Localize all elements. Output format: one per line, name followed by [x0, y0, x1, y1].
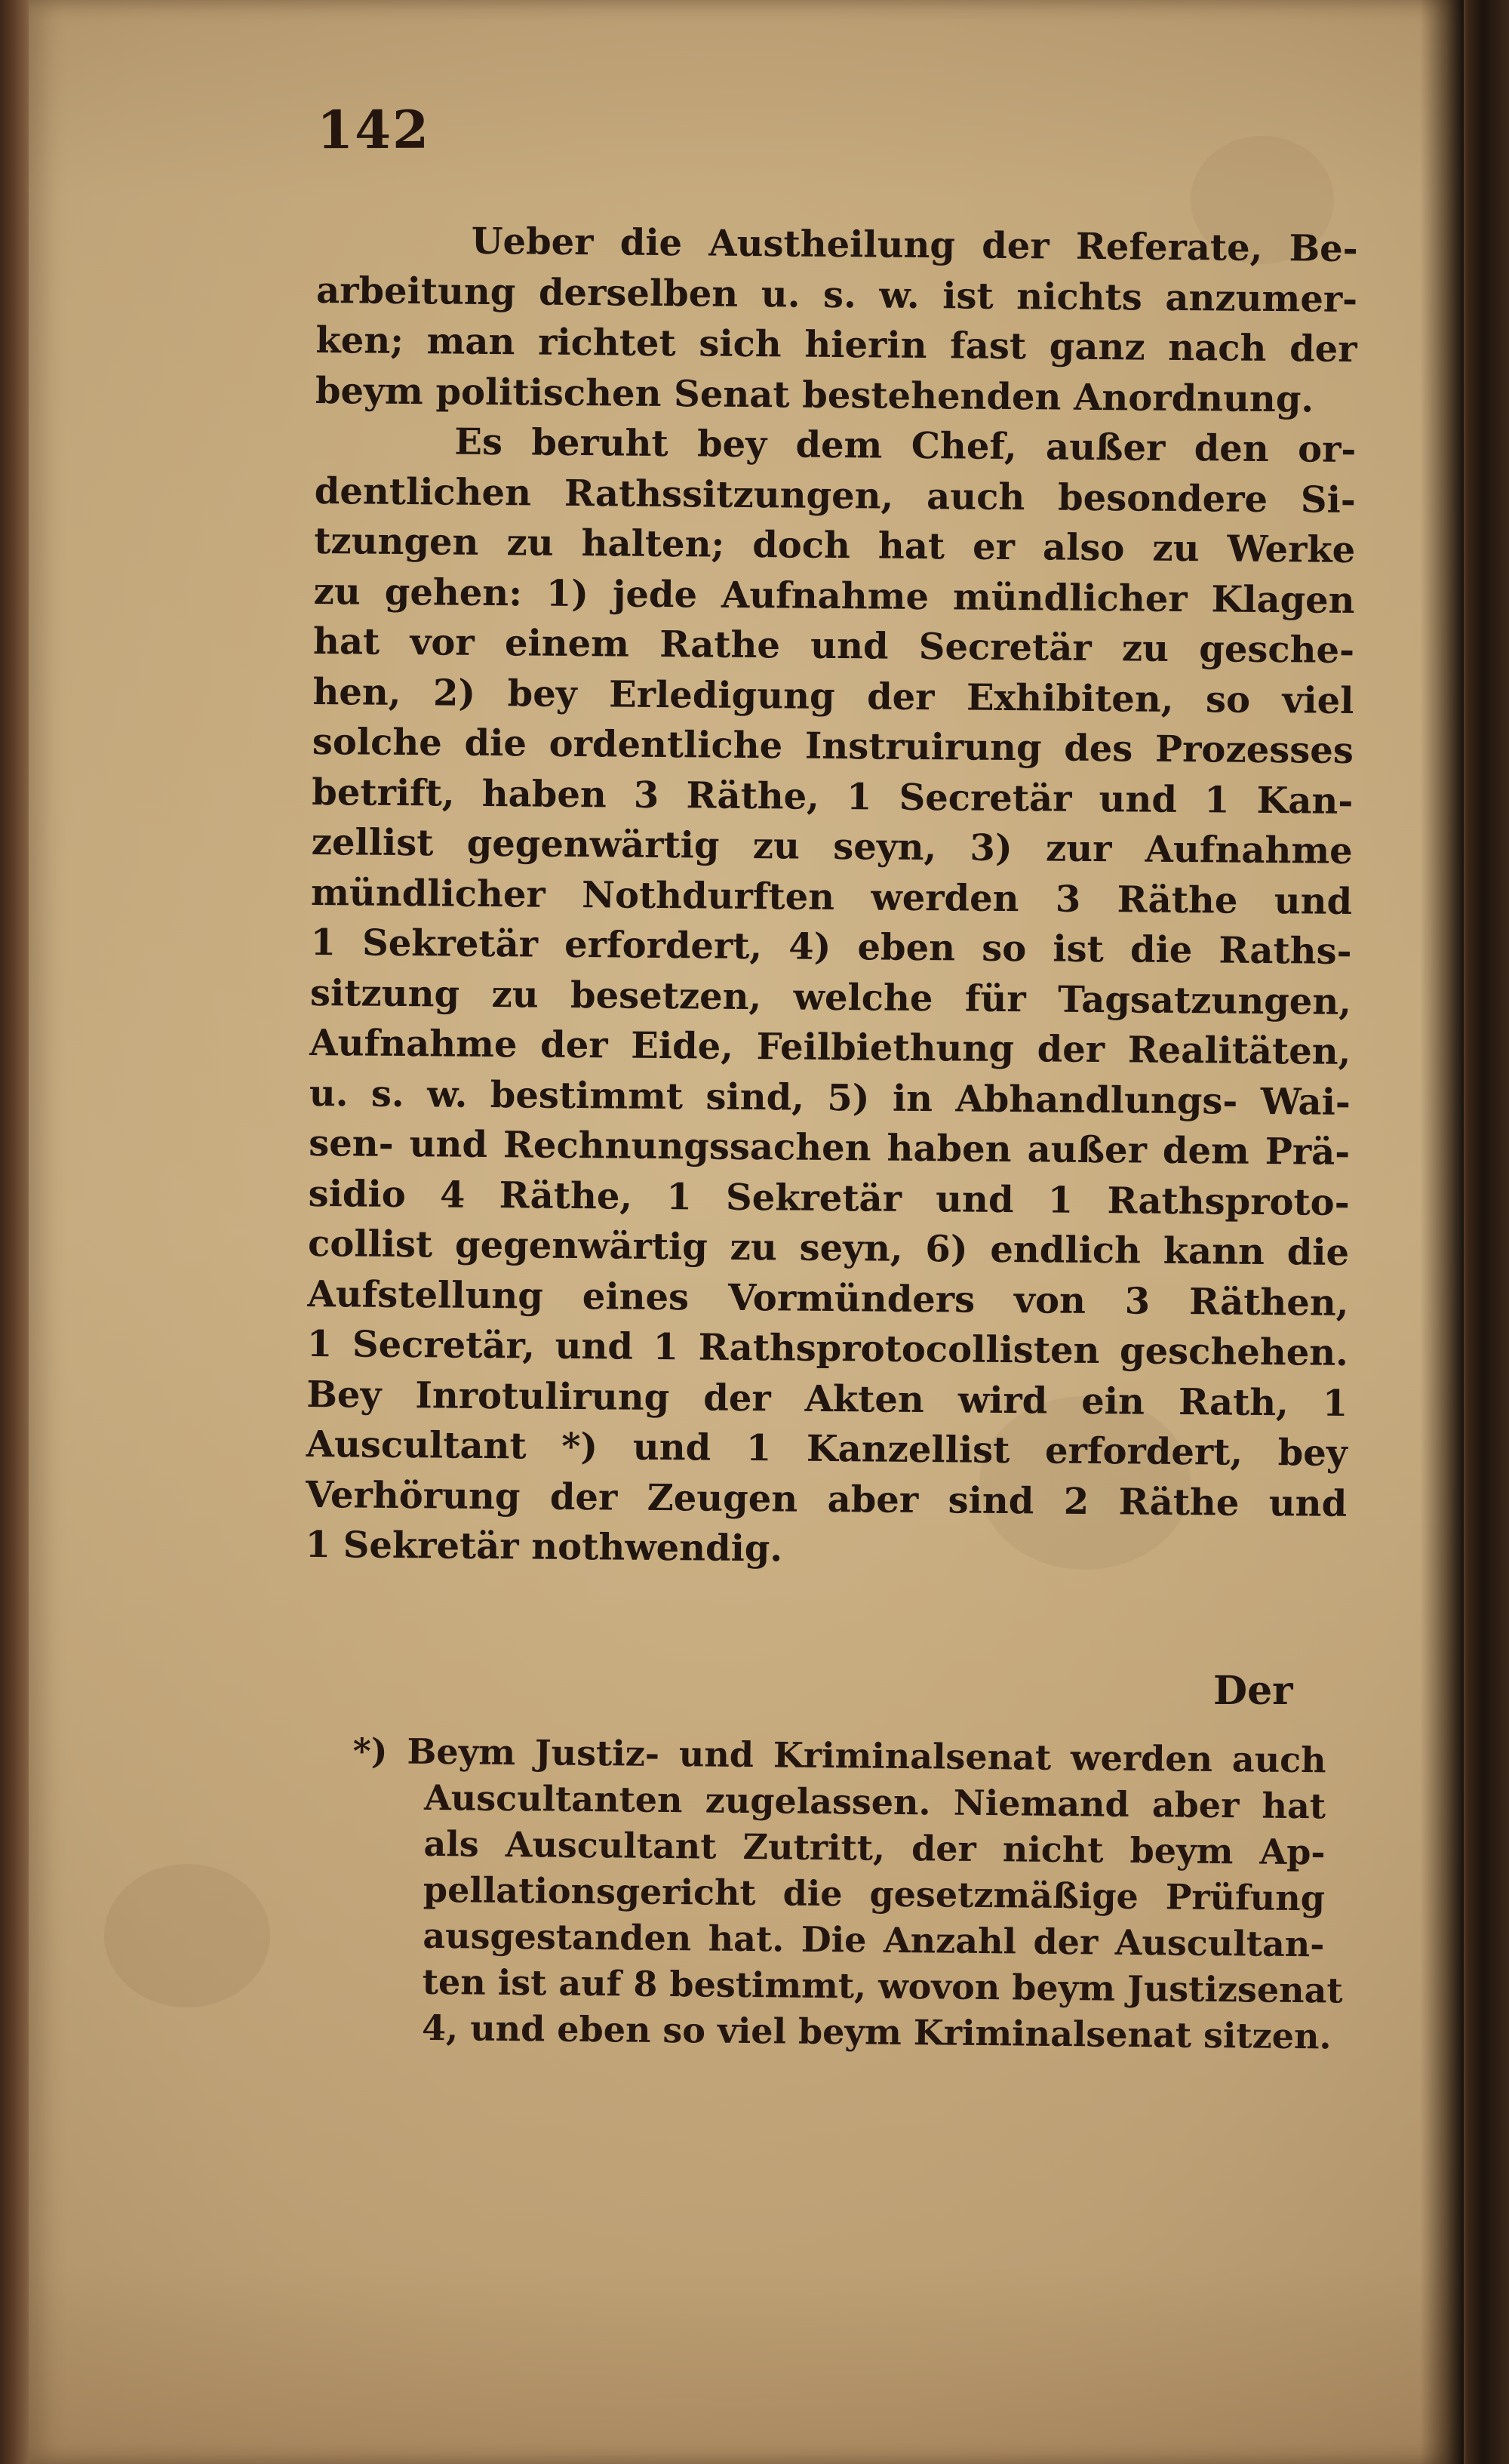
text-line: betrift, haben 3 Räthe, 1 Secretär und 1 Kan-	[312, 771, 1354, 823]
footnote-marker: *)	[352, 1730, 388, 1772]
page-number: 142	[316, 99, 431, 161]
footnote-paragraph	[350, 1728, 1343, 2059]
text-line: zu gehen: 1) jede Aufnahme mündlicher Klagen	[313, 570, 1355, 622]
main-text-block	[305, 215, 1358, 1579]
page-edge-shadow	[1420, 0, 1464, 2464]
paper-stain-left	[104, 1864, 270, 2007]
text-line: 1 Secretär, und 1 Rathsprotocollisten geschehen.	[306, 1322, 1349, 1374]
text-line: ken; man richtet sich hierin fast ganz nach der	[315, 318, 1357, 371]
footnote-line: ten ist auf 8 bestimmt, wovon beym Justizsenat	[422, 1961, 1343, 2011]
text-line: Ueber die Austheilung der Referate, Be-	[471, 220, 1358, 271]
footnote-line: Auscultanten zugelassen. Niemand aber hat	[423, 1776, 1326, 1827]
text-line: Verhörung der Zeugen aber sind 2 Räthe und	[305, 1473, 1348, 1525]
text-line: sitzung zu besetzen, welche für Tagsatzungen,	[309, 971, 1352, 1023]
text-line: sen- und Rechnungssachen haben außer dem Prä-	[309, 1121, 1351, 1174]
text-line: Aufstellung eines Vormünders von 3 Räthen,	[307, 1272, 1349, 1324]
text-line: solche die ordentliche Instruirung des Prozesses	[312, 720, 1354, 773]
footnote-line: pellationsgericht die gesetzmäßige Prüfung	[423, 1869, 1326, 1919]
text-line: hat vor einem Rathe und Secretär zu gesche-	[312, 620, 1355, 672]
footnote-line-text: Beym Justiz- und Kriminalsenat werden auch	[407, 1730, 1326, 1781]
text-line: Auscultant *) und 1 Kanzellist erfordert, bey	[306, 1423, 1348, 1475]
text-line: hen, 2) bey Erledigung der Exhibiten, so viel	[312, 670, 1354, 722]
footnote	[350, 1728, 1343, 2059]
text-line: 1 Sekretär erfordert, 4) eben so ist die Raths-	[310, 921, 1352, 974]
text-line: zellist gegenwärtig zu seyn, 3) zur Aufnahme	[311, 820, 1353, 873]
footnote-line: als Auscultant Zutritt, der nicht beym Ap-	[423, 1823, 1326, 1873]
text-line: mündlicher Nothdurften werden 3 Räthe und	[310, 871, 1353, 923]
catchword: Der	[1213, 1668, 1293, 1714]
text-line: collist gegenwärtig zu seyn, 6) endlich kann die	[307, 1222, 1350, 1274]
text-line: sidio 4 Räthe, 1 Sekretär und 1 Rathsproto-	[308, 1172, 1350, 1224]
text-line: Bey Inrotulirung der Akten wird ein Rath, 1	[306, 1373, 1348, 1425]
text-line: Es beruht bey dem Chef, außer den or-	[454, 420, 1357, 472]
text-line: arbeitung derselben u. s. w. ist nichts anzumer-	[315, 269, 1358, 321]
paragraph-referate	[315, 215, 1358, 425]
footnote-line: 4, und eben so viel beym Kriminalsenat sitzen.	[421, 2007, 1332, 2057]
book-page	[29, 0, 1464, 2464]
text-line: u. s. w. bestimmt sind, 5) in Abhandlungs- Wai-	[309, 1072, 1351, 1124]
paragraph-sitzungen	[305, 416, 1356, 1579]
text-line: tzungen zu halten; doch hat er also zu Werke	[313, 519, 1356, 572]
text-line: dentlichen Rathssitzungen, auch besondere Si-	[314, 469, 1357, 521]
text-line: 1 Sekretär nothwendig.	[305, 1523, 783, 1570]
text-line: Aufnahme der Eide, Feilbiethung der Realitäten,	[309, 1021, 1351, 1073]
footnote-line: ausgestanden hat. Die Anzahl der Auscultan-	[423, 1915, 1325, 1965]
text-line: beym politischen Senat bestehenden Anordnung.	[315, 369, 1314, 421]
